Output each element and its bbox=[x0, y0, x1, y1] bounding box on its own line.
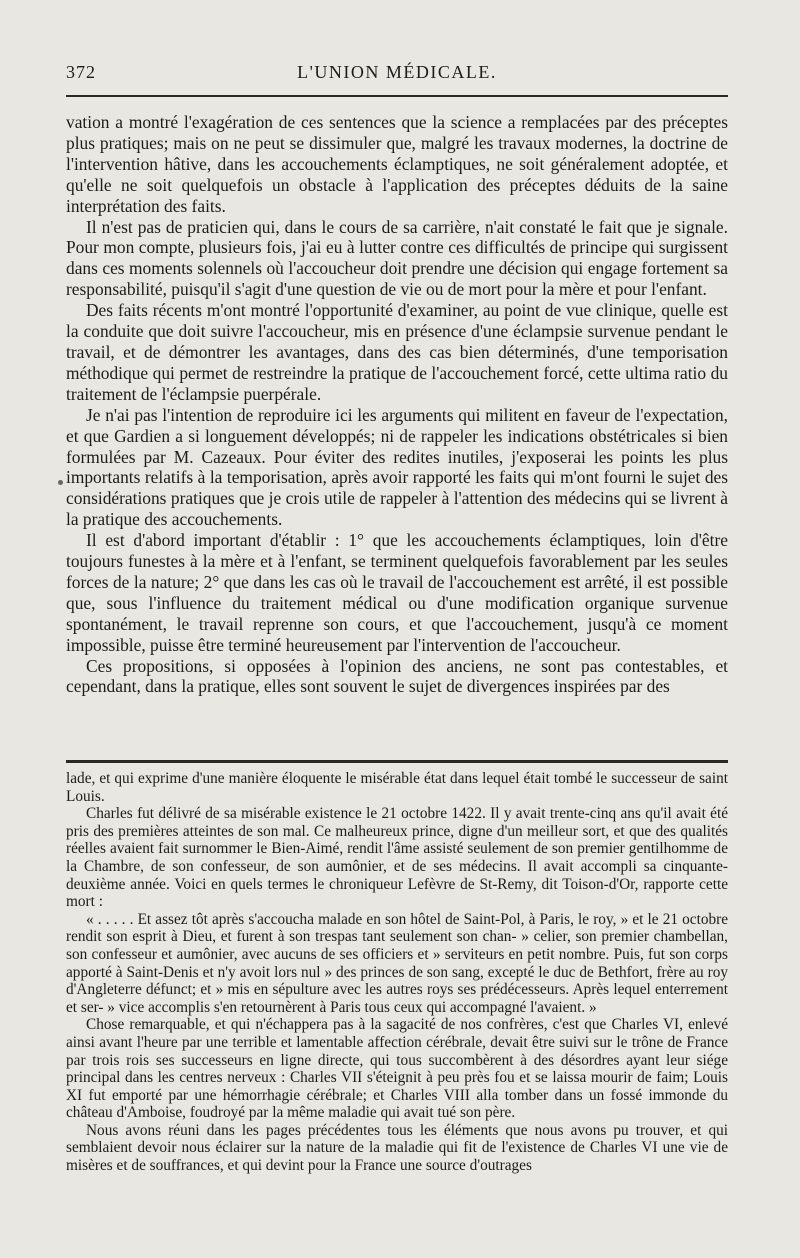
page-number: 372 bbox=[66, 62, 96, 82]
footnote-rule bbox=[66, 760, 728, 763]
footnote-paragraph: Charles fut délivré de sa misérable existence le 21 octobre 1422. Il y avait trente-cinq ans qu'il avait été pris des premières atteintes de son mal. Ce malheureux prince, digne d'un meilleur sort, et que des qualités réelles avaient fait surnommer le Bien-Aimé, rendit l'âme assisté seulement de son premier gentilhomme de la Chambre, de son confesseur, de son aumônier, et de ses médecins. Il avait accompli sa cinquante-deuxième année. Voici en quels termes le chroniqueur Lefèvre de St-Remy, dit Toison-d'Or, rapporte cette mort : bbox=[66, 805, 728, 911]
main-paragraph: Des faits récents m'ont montré l'opportunité d'examiner, au point de vue clinique, quelle est la conduite que doit suivre l'accoucheur, mis en présence d'une éclampsie survenue pendant le travail, et de démontrer les avantages, dans des cas bien déterminés, d'une temporisation méthodique qui permet de restreindre la pratique de l'accouchement forcé, cette ultima ratio du traitement de l'éclampsie puerpérale. bbox=[66, 300, 728, 404]
main-paragraph: vation a montré l'exagération de ces sentences que la science a remplacées par des préceptes plus pratiques; mais on ne peut se dissimuler que, malgré les travaux modernes, la doctrine de l'intervention hâtive, dans les accouchements éclamptiques, ne soit généralement adoptée, et qu'elle ne soit quelquefois un obstacle à l'application des préceptes déduits de la saine interprétation des faits. bbox=[66, 112, 728, 216]
footnote-paragraph: lade, et qui exprime d'une manière éloquente le misérable état dans lequel était tombé le successeur de saint Louis. bbox=[66, 770, 728, 805]
footnote-paragraph: Nous avons réuni dans les pages précédentes tous les éléments que nous avons pu trouver, et qui semblaient devoir nous éclairer sur la nature de la maladie qui fit de l'existence de Charles VI une vie de misères et de souffrances, et qui devint pour la France une source d'outrages bbox=[66, 1121, 728, 1175]
header-rule bbox=[66, 95, 728, 97]
running-title: L'UNION MÉDICALE. bbox=[297, 62, 497, 82]
main-paragraph: Je n'ai pas l'intention de reproduire ici les arguments qui militent en faveur de l'expectation, et que Gardien a si longuement développés; ni de rappeler les indications obstétricales si bien formulées par M. Cazeaux. Pour éviter des redites inutiles, j'exposerai les points les plus importants relatifs à la temporisation, après avoir rapporté les faits qui m'ont fourni le sujet des considérations pratiques que je crois utile de rappeler à l'attention des médecins qui se livrent à la pratique des accouchements. bbox=[66, 404, 728, 530]
main-paragraph: Il n'est pas de praticien qui, dans le cours de sa carrière, n'ait constaté le fait que je signale. Pour mon compte, plusieurs fois, j'ai eu à lutter contre ces difficultés de principe qui surgissent dans ces moments solennels où l'accoucheur doit prendre une décision qui engage fortement sa responsabilité, puisqu'il s'agit d'une question de vie ou de mort pour la mère et pour l'enfant. bbox=[66, 216, 728, 300]
main-text bbox=[66, 112, 728, 697]
page-header bbox=[66, 62, 728, 92]
main-paragraph: Ces propositions, si opposées à l'opinion des anciens, ne sont pas contestables, et cependant, dans la pratique, elles sont souvent le sujet de divergences inspirées par des bbox=[66, 655, 728, 697]
footnote-paragraph: Chose remarquable, et qui n'échappera pas à la sagacité de nos confrères, c'est que Charles VI, enlevé ainsi avant l'heure par une terrible et lamentable affection cérébrale, devait être suivi sur le trône de France par trois rois ses successeurs en ligne directe, qui tous succombèrent à des désordres ayant leur siége principal dans les centres nerveux : Charles VII s'éteignit à peu près fou et se laissa mourir de faim; Louis XI fut emporté par une hémorrhagie cérébrale; et Charles VIII alla tomber dans un fossé immonde du château d'Amboise, foudroyé par la même maladie qui avait tué son père. bbox=[66, 1016, 728, 1122]
footnote-quote: « . . . . . Et assez tôt après s'accoucha malade en son hôtel de Saint-Pol, à Paris, le roy, » et le 21 octobre rendit son esprit à Dieu, et furent à son trespas tant seulement son chan- » celier, son premier chambellan, son confesseur et aumônier, avec aucuns de ses officiers et » serviteurs en petit nombre. Puis, fut son corps apporté à Saint-Denis et n'y avoit lors nul » des princes de son sang, excepté le duc de Bethfort, frère au roy d'Angleterre défunct; et » mis en sépulture avec les autres roys ses prédécesseurs. Après lequel enterrement et ser- » vice accomplis s'en retournèrent à Paris tous ceux qui accompagné l'avaient. » bbox=[66, 910, 728, 1016]
footnotes bbox=[66, 770, 728, 1175]
main-paragraph: Il est d'abord important d'établir : 1° que les accouchements éclamptiques, loin d'être toujours funestes à la mère et à l'enfant, se terminent quelquefois favorablement par les seules forces de la nature; 2° que dans les cas où le travail de l'accouchement est arrêté, il est possible que, sous l'influence du traitement médical ou d'une modification organique survenue spontanément, le travail reprenne son cours, et que l'accouchement, jusqu'à ce moment impossible, puisse être terminé heureusement par l'intervention de l'accoucheur. bbox=[66, 530, 728, 655]
scan-speck bbox=[58, 480, 63, 485]
